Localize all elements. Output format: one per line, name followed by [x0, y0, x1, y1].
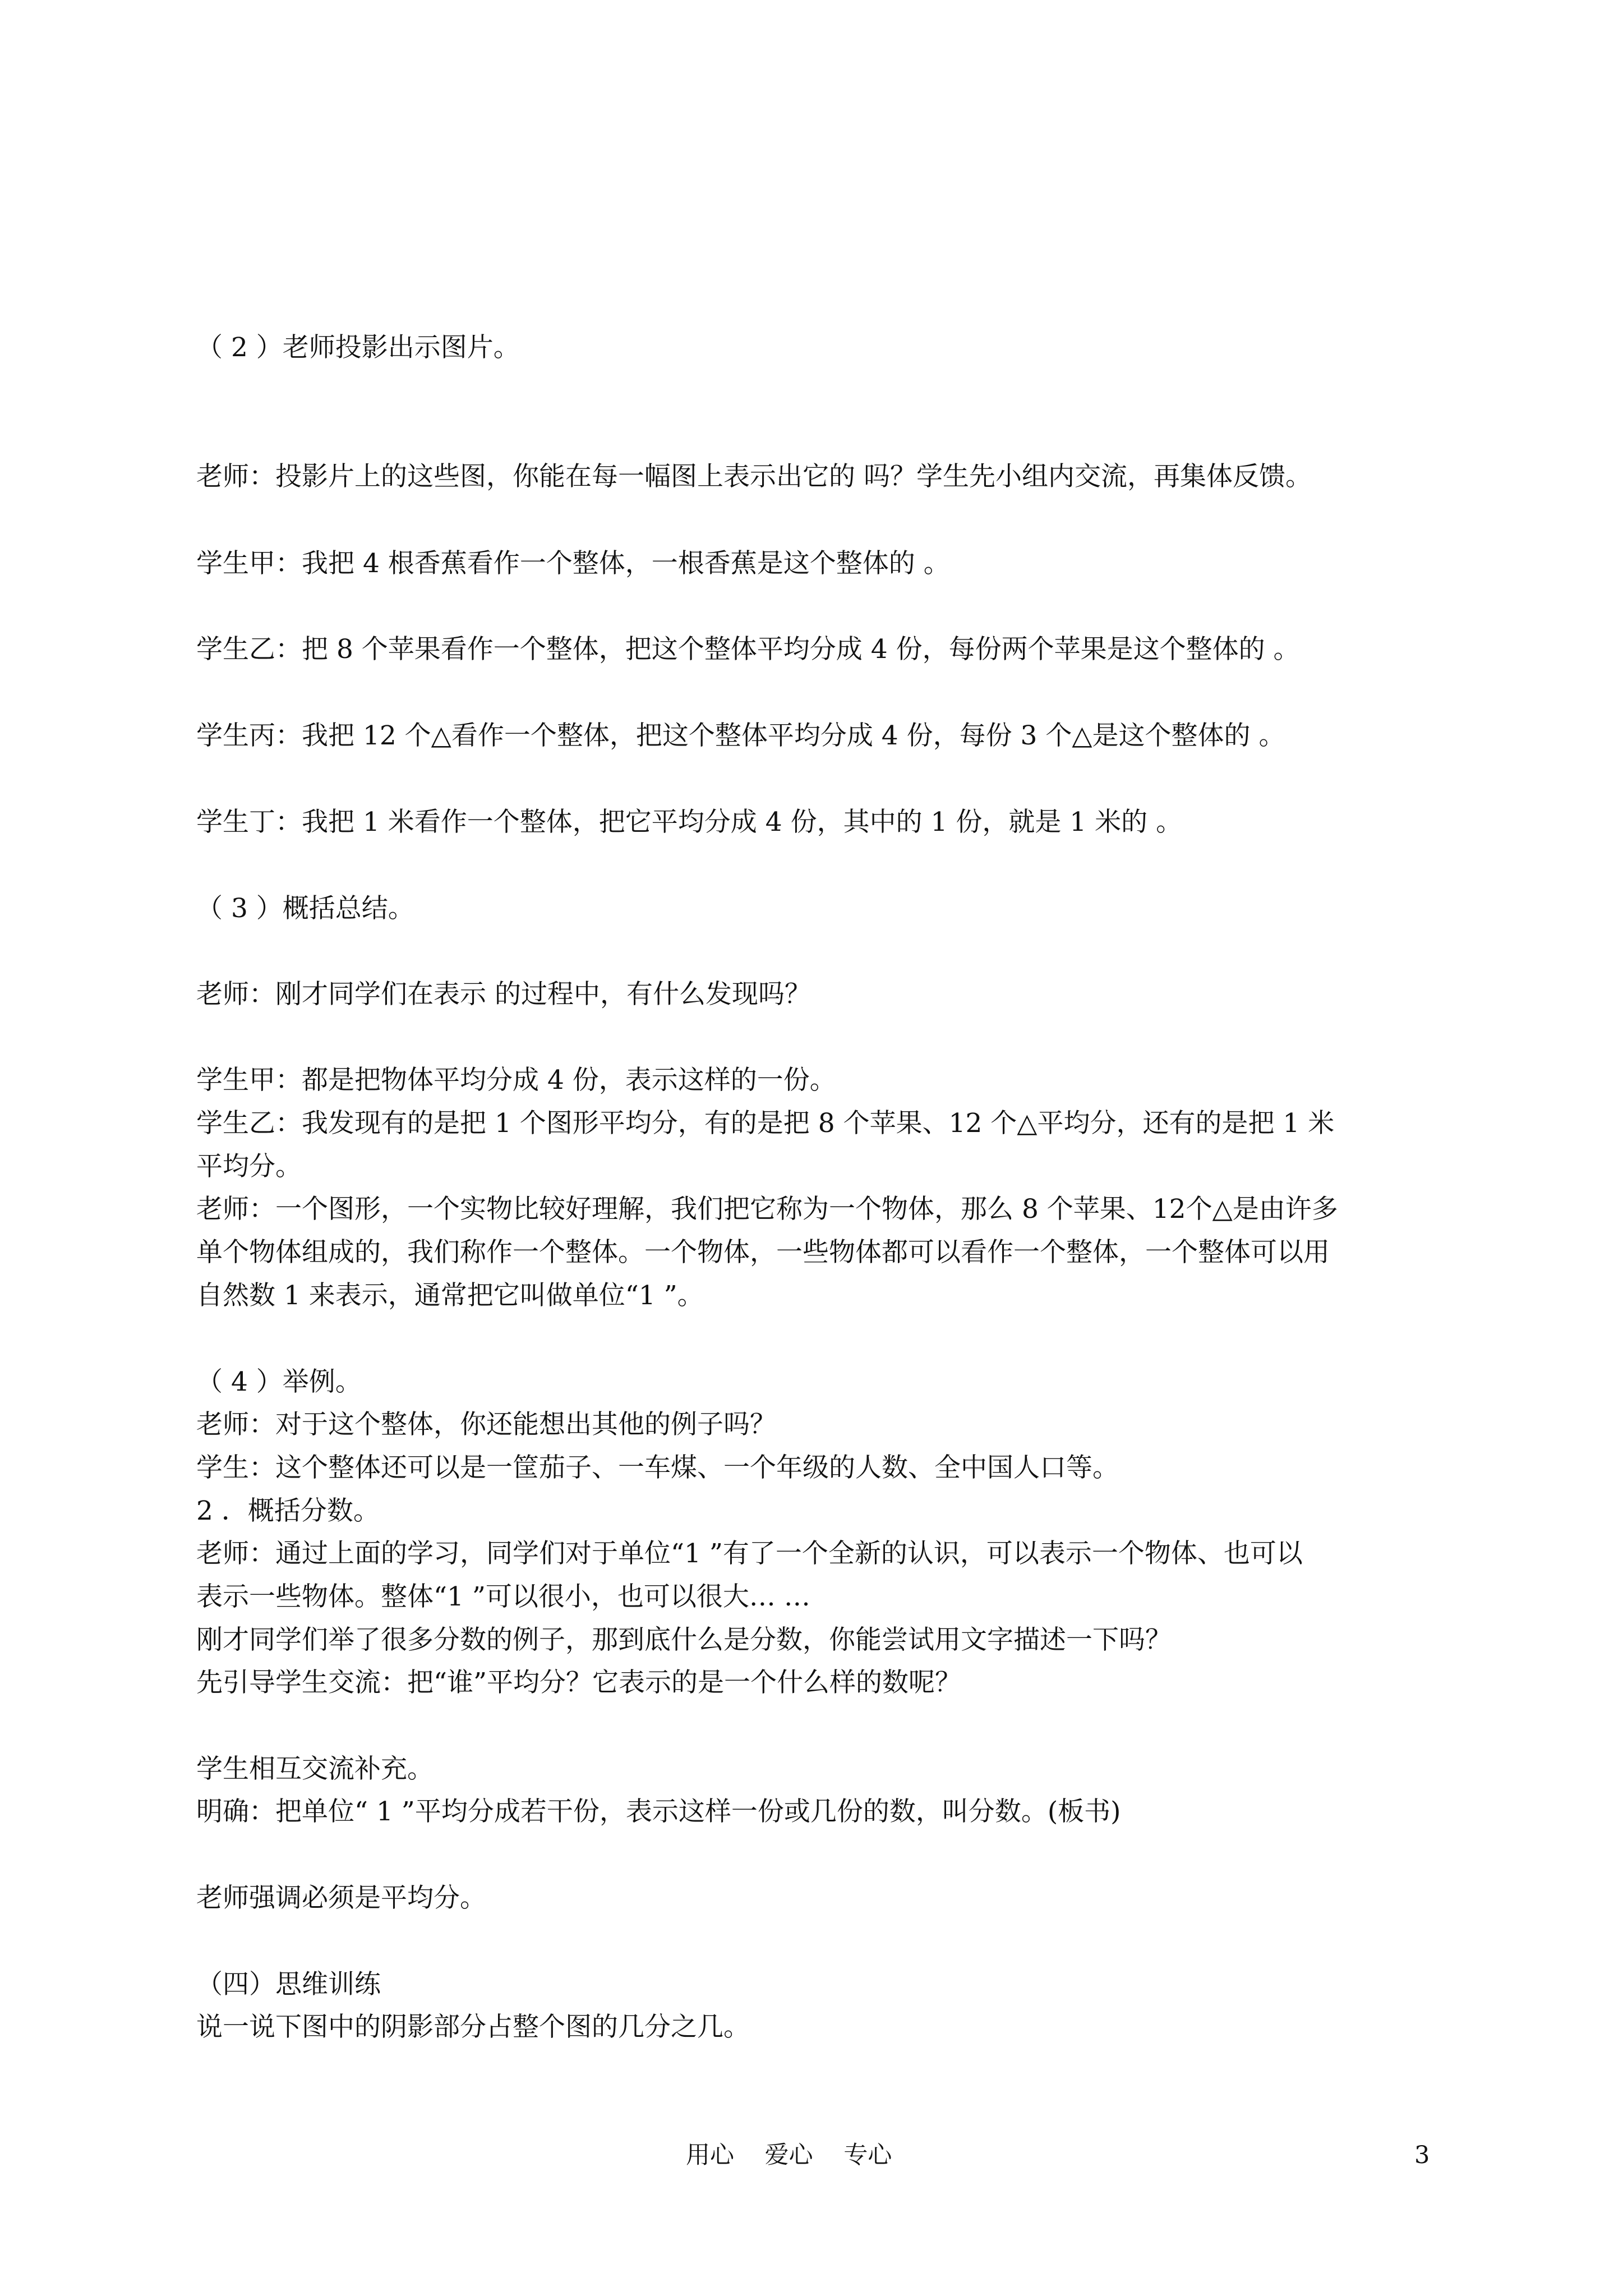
text-line: 明确：把单位“ 1 ”平均分成若干份，表示这样一份或几份的数，叫分数。(板书) [196, 1796, 1121, 1827]
text-line: 老师：刚才同学们在表示 的过程中，有什么发现吗？ [196, 979, 811, 1010]
text-line: 学生丙：我把 12 个△看作一个整体，把这个整体平均分成 4 份，每份 3 个△是这个整体的 。 [196, 720, 1285, 751]
text-line: 自然数 1 来表示，通常把它叫做单位“1 ”。 [196, 1280, 704, 1311]
text-line: 学生甲：我把 4 根香蕉看作一个整体，一根香蕉是这个整体的 。 [196, 548, 950, 579]
text-line: 说一说下图中的阴影部分占整个图的几分之几。 [196, 2012, 750, 2042]
text-line: 老师：通过上面的学习，同学们对于单位“1 ”有了一个全新的认识，可以表示一个物体、也可以 [196, 1538, 1303, 1569]
text-line: 2 ．概括分数。 [196, 1496, 380, 1526]
text-line: （ 2 ）老师投影出示图片。 [196, 332, 520, 363]
text-line: 平均分。 [196, 1151, 302, 1182]
text-line: 刚才同学们举了很多分数的例子，那到底什么是分数，你能尝试用文字描述一下吗？ [196, 1625, 1172, 1655]
footer-motto: 用心 爱心 专心 [686, 2141, 892, 2169]
text-line: 学生丁：我把 1 米看作一个整体，把它平均分成 4 份，其中的 1 份，就是 1 米的 。 [196, 807, 1183, 838]
text-line: 老师强调必须是平均分。 [196, 1883, 486, 1913]
page-number: 3 [1414, 2141, 1430, 2169]
text-line: 学生乙：把 8 个苹果看作一个整体，把这个整体平均分成 4 份，每份两个苹果是这个整体的 。 [196, 634, 1300, 665]
text-line: 学生乙：我发现有的是把 1 个图形平均分，有的是把 8 个苹果、12 个△平均分，还有的是把 1 米 [196, 1108, 1335, 1139]
text-line: 单个物体组成的，我们称作一个整体。一个物体，一些物体都可以看作一个整体，一个整体可以用 [196, 1237, 1330, 1268]
text-line: 表示一些物体。整体“1 ”可以很小，也可以很大… … [196, 1581, 810, 1612]
text-line: 老师：一个图形，一个实物比较好理解，我们把它称为一个物体，那么 8 个苹果、12个△是由许多 [196, 1194, 1338, 1225]
text-line: 学生：这个整体还可以是一筐茄子、一车煤、一个年级的人数、全中国人口等。 [196, 1452, 1119, 1483]
text-line: 老师：对于这个整体，你还能想出其他的例子吗？ [196, 1409, 776, 1440]
text-line: 学生甲：都是把物体平均分成 4 份，表示这样的一份。 [196, 1065, 836, 1096]
text-line: 老师：投影片上的这些图，你能在每一幅图上表示出它的 吗？学生先小组内交流，再集体反馈。 [196, 461, 1312, 492]
text-line: （四）思维训练 [196, 1969, 381, 2000]
text-line: （ 3 ）概括总结。 [196, 893, 414, 924]
text-line: 学生相互交流补充。 [196, 1754, 434, 1784]
text-line: 先引导学生交流：把“谁”平均分？它表示的是一个什么样的数呢？ [196, 1667, 962, 1698]
text-line: （ 4 ）举例。 [196, 1366, 362, 1397]
